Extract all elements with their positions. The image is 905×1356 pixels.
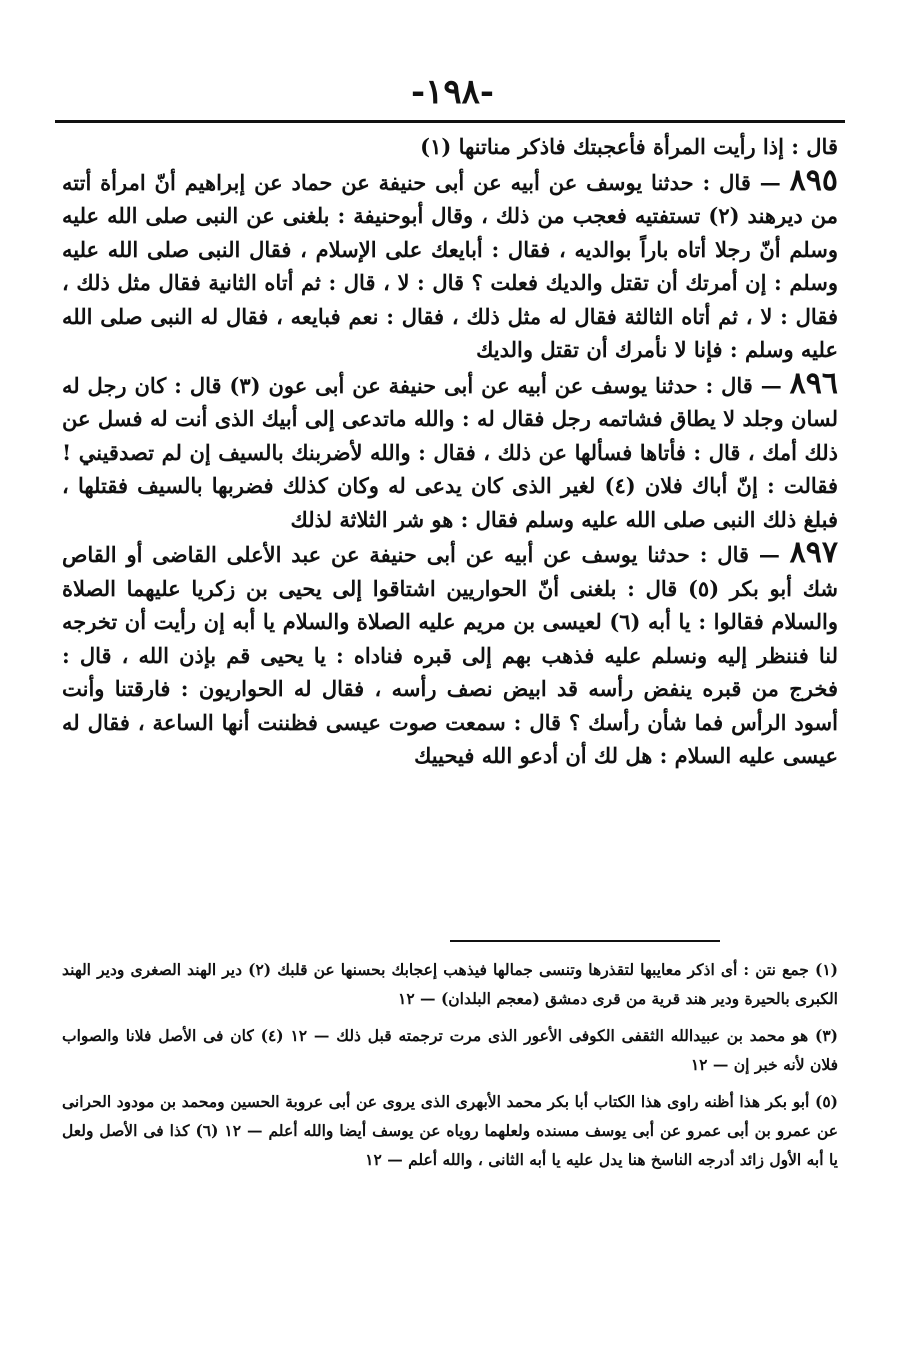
header-rule — [55, 120, 845, 123]
main-text — [62, 130, 838, 773]
hadith-paragraph — [62, 164, 838, 367]
hadith-number: ٨٩٧ — [789, 535, 838, 570]
hadith-number: ٨٩٦ — [789, 365, 838, 401]
footnote-rule — [450, 940, 720, 942]
hadith-text: — قال : حدثنا يوسف عن أبيه عن أبى حنيفة عن أبى عون (٣) قال : كان رجل له لسان وجلد لا يطاق فشاتمه رجل فقال له : والله ماتدعى إلى أبيك الذى أنت له فسل عن ذلك أمك ، قال : فأتاها فسألها عن ذلك ، فقال : والله لأضربنك بالسيف إن لم تصدقيني ! فقالت : إنّ أباك فلان (٤) لغير الذى كان يدعى له وكان كذلك فضربها بالسيف فقتلها ، فبلغ ذلك النبى صلى الله عليه وسلم فقال : هو شر الثلاثة لذلك — [62, 372, 838, 532]
hadith-paragraph — [62, 536, 838, 773]
footnote: (٥) أبو بكر هذا أظنه راوى هذا الكتاب أبا بكر محمد الأبهرى الذى يروى عن أبى عروبة الحسين ومحمد بن مودود الحرانى عن عمرو بن أبى عمرو عن أبى يوسف مسنده ولعلهما روياه عن يوسف أيضا والله أعلم — ١٢ (٦) كذا فى الأصل ولعل يا أبه الأول زائد أدرجه الناسخ هنا يدل عليه يا أبه الثانى ، والله أعلم — ١٢ — [62, 1092, 838, 1169]
hadith-paragraph — [62, 367, 838, 537]
footnotes — [62, 955, 838, 1182]
footnote: (١) جمع نتن : أى اذكر معايبها لتقذرها وتنسى جمالها فيذهب إعجابك بحسنها عن قلبك (٢) دير الهند الصغرى ودير الهند الكبرى بالحيرة ودير هند قرية من قرى دمشق (معجم البلدان) — ١٢ — [62, 960, 838, 1008]
footnote: (٣) هو محمد بن عبيدالله الثقفى الكوفى الأعور الذى مرت ترجمته قبل ذلك — ١٢ (٤) كان فى الأصل فلانا والصواب فلان لأنه خبر إن — ١٢ — [62, 1026, 838, 1074]
intro-line: قال : إذا رأيت المرأة فأعجبتك فاذكر مناتنها (١) — [420, 134, 838, 159]
hadith-number: ٨٩٥ — [789, 162, 838, 198]
hadith-text: — قال : حدثنا يوسف عن أبيه عن أبى حنيفة عن عبد الأعلى القاضى أو القاص شك أبو بكر (٥) قال : بلغنى أنّ الحواريين اشتاقوا إلى يحيى بن زكريا عليهما الصلاة والسلام فقالوا : يا أبه (٦) لعيسى بن مريم عليه الصلاة والسلام يا أبه إن رأيت أن تخرجه لنا فننظر إليه ونسلم عليه فذهب بهم إلى قبره فناداه : يا يحيى قم بإذن الله ، قال : فخرج من قبره ينفض رأسه قد ابيض نصف رأسه ، فقال له الحواريون : فارقتنا وأنت أسود الرأس فما شأن رأسك ؟ قال : سمعت صوت عيسى فظننت أنها الساعة ، فقال له عيسى عليه السلام : هل لك أن أدعو الله فيحييك — [62, 542, 838, 768]
hadith-text: — قال : حدثنا يوسف عن أبيه عن أبى حنيفة عن حماد عن إبراهيم أنّ امرأة أتته من ديرهند (٢) تستفتيه فعجب من ذلك ، وقال أبوحنيفة : بلغنى عن النبى صلى الله عليه وسلم أنّ رجلا أتاه باراً بوالديه ، فقال : أبايعك على الإسلام ، فقال النبى صلى الله عليه وسلم : إن أمرتك أن تقتل والديك فعلت ؟ قال : لا ، قال : ثم أتاه الثانية فقال مثل ذلك ، فقال : لا ، ثم أتاه الثالثة فقال له مثل ذلك ، فقال : نعم فبايعه ، فقال له النبى صلى الله عليه وسلم : فإنا لا نأمرك أن تقتل والديك — [62, 169, 838, 362]
page-number: -١٩٨- — [410, 72, 495, 112]
